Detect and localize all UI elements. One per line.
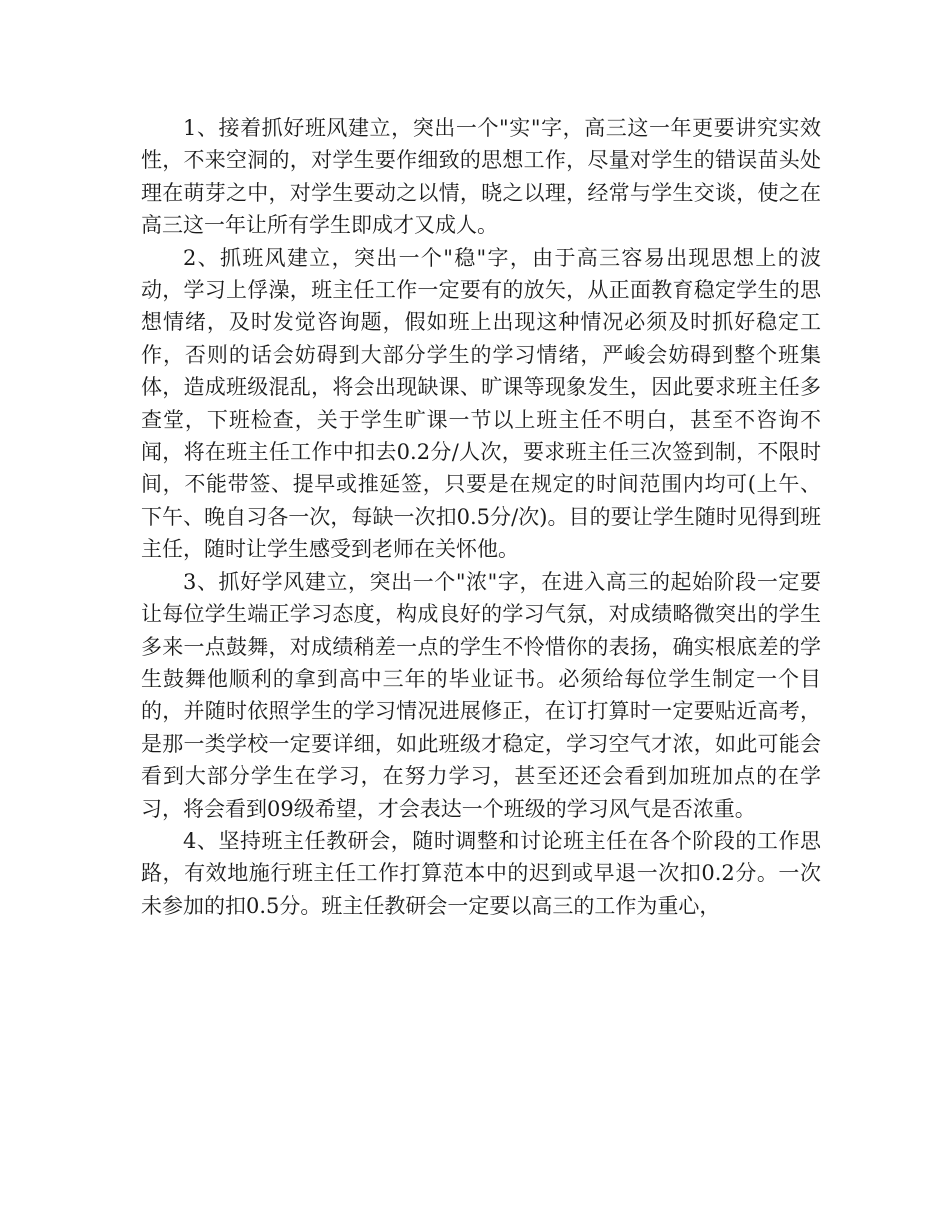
paragraph-1: 1、接着抓好班风建立，突出一个"实"字，高三这一年更要讲究实效性，不来空洞的，对学生要作细致的思想工作，尽量对学生的错误苗头处理在萌芽之中，对学生要动之以情，晓之以理，经常与学生交谈，使之在高三这一年让所有学生即成才又成人。 (141, 116, 821, 238)
paragraph-3: 3、抓好学风建立，突出一个"浓"字，在进入高三的起始阶段一定要让每位学生端正学习态度，构成良好的学习气氛，对成绩略微突出的学生多来一点鼓舞，对成绩稍差一点的学生不怜惜你的表扬，确实根底差的学生鼓舞他顺利的拿到高中三年的毕业证书。必须给每位学生制定一个目的，并随时依照学生的学习情况进展修正，在订打算时一定要贴近高考，是那一类学校一定要详细，如此班级才稳定，学习空气才浓，如此可能会看到大部分学生在学习，在努力学习，甚至还还会看到加班加点的在学习，将会看到09级希望，才会表达一个班级的学习风气是否浓重。 (141, 569, 821, 821)
paragraph-2: 2、抓班风建立，突出一个"稳"字，由于高三容易出现思想上的波动，学习上俘澡，班主任工作一定要有的放矢，从正面教育稳定学生的思想情绪，及时发觉咨询题，假如班上出现这种情况必须及时抓好稳定工作，否则的话会妨碍到大部分学生的学习情绪，严峻会妨碍到整个班集体，造成班级混乱，将会出现缺课、旷课等现象发生，因此要求班主任多查堂，下班检查，关于学生旷课一节以上班主任不明白，甚至不咨询不闻，将在班主任工作中扣去0.2分/人次，要求班主任三次签到制，不限时间，不能带签、提早或推延签，只要是在规定的时间范围内均可(上午、下午、晚自习各一次，每缺一次扣0.5分/次)。目的要让学生随时见得到班主任，随时让学生感受到老师在关怀他。 (141, 245, 821, 562)
document-page (141, 112, 821, 922)
paragraph-4: 4、坚持班主任教研会，随时调整和讨论班主任在各个阶段的工作思路，有效地施行班主任工作打算范本中的迟到或早退一次扣0.2分。一次未参加的扣0.5分。班主任教研会一定要以高三的工作为重心， (141, 828, 821, 918)
